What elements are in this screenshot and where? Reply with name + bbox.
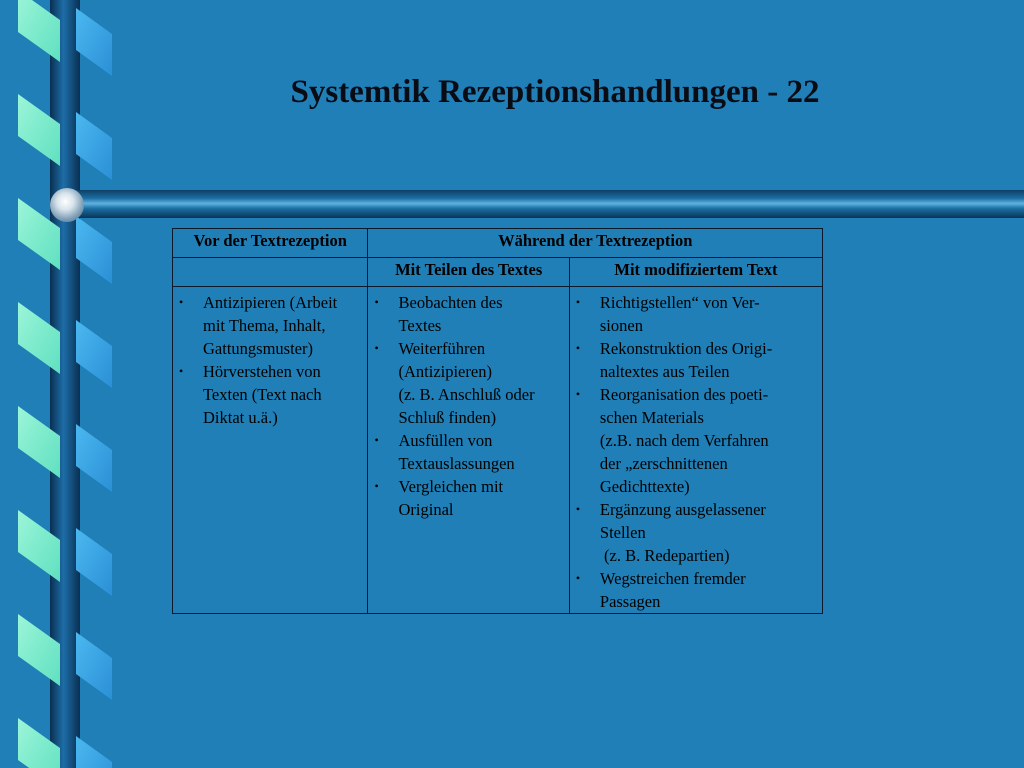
list-item-line: Textes <box>398 316 442 335</box>
list-item-line: (z. B. Redepartien) <box>599 546 730 565</box>
list-vor <box>173 287 367 429</box>
list-modifiziert <box>570 287 822 613</box>
list-item-line: Wegstreichen fremder <box>599 569 746 588</box>
bullet-icon: • <box>374 433 379 447</box>
list-item-line: Texten (Text nach <box>203 385 322 404</box>
subheader-teilen: Mit Teilen des Textes <box>368 258 569 287</box>
list-item-line: Vergleichen mit <box>398 477 504 496</box>
subheader-modifiziert: Mit modifiziertem Text <box>569 258 822 287</box>
list-item <box>179 360 363 429</box>
list-item <box>576 498 818 567</box>
slide-title: Systemtik Rezeptionshandlungen - 22 <box>290 74 820 110</box>
list-item-line: Ergänzung ausgelassener <box>599 500 766 519</box>
list-item-line: Original <box>398 500 454 519</box>
list-item <box>374 337 564 429</box>
bullet-icon: • <box>179 364 184 378</box>
list-item-line: Gedichttexte) <box>599 477 690 496</box>
list-item <box>576 383 818 498</box>
list-item-line: (z.B. nach dem Verfahren <box>599 431 769 450</box>
list-item-line: Diktat u.ä.) <box>203 408 278 427</box>
list-item <box>374 429 564 475</box>
bullet-icon: • <box>575 571 581 585</box>
cell-modifiziert <box>569 287 822 614</box>
list-item-line: Weiterführen <box>398 339 486 358</box>
list-item <box>374 475 564 521</box>
list-item-line: sionen <box>599 316 643 335</box>
list-item-line: Richtigstellen“ von Ver- <box>599 293 760 312</box>
list-item-line: Textauslassungen <box>398 454 515 473</box>
list-item-line: Hörverstehen von <box>203 362 321 381</box>
list-item <box>576 337 818 383</box>
list-item-line: (Antizipieren) <box>398 362 492 381</box>
list-item-line: mit Thema, Inhalt, <box>203 316 326 335</box>
reception-table <box>172 228 823 614</box>
bullet-icon: • <box>575 502 581 516</box>
header-waehrend: Während der Textrezeption <box>368 229 823 258</box>
header-empty <box>173 258 368 287</box>
list-teilen <box>368 287 568 521</box>
decorative-ribbon <box>0 0 112 768</box>
list-item-line: schen Materials <box>599 408 704 427</box>
horizontal-rule <box>62 190 1024 218</box>
list-item <box>576 567 818 613</box>
list-item <box>179 291 363 360</box>
list-item-line: Gattungsmuster) <box>203 339 313 358</box>
list-item-line: der „zerschnittenen <box>599 454 728 473</box>
list-item-line: Beobachten des <box>398 293 503 312</box>
list-item-line: Passagen <box>599 592 661 611</box>
bullet-icon: • <box>374 479 379 493</box>
list-item-line: Rekonstruktion des Origi- <box>599 339 773 358</box>
list-item <box>576 291 818 337</box>
list-item-line: naltextes aus Teilen <box>599 362 730 381</box>
bullet-icon: • <box>575 341 581 355</box>
bullet-icon: • <box>575 387 581 401</box>
list-item <box>374 291 564 337</box>
list-item-line: Schluß finden) <box>398 408 497 427</box>
cell-teilen <box>368 287 569 614</box>
list-item-line: Antizipieren (Arbeit <box>203 293 338 312</box>
list-item-line: (z. B. Anschluß oder <box>398 385 535 404</box>
bullet-icon: • <box>374 341 379 355</box>
list-item-line: Ausfüllen von <box>398 431 493 450</box>
bullet-icon: • <box>575 295 581 309</box>
header-vor: Vor der Textrezeption <box>173 229 368 258</box>
bullet-icon: • <box>179 295 184 309</box>
list-item-line: Stellen <box>599 523 646 542</box>
list-item-line: Reorganisation des poeti- <box>599 385 769 404</box>
cell-vor <box>173 287 368 614</box>
rule-knob <box>50 188 84 222</box>
bullet-icon: • <box>374 295 379 309</box>
